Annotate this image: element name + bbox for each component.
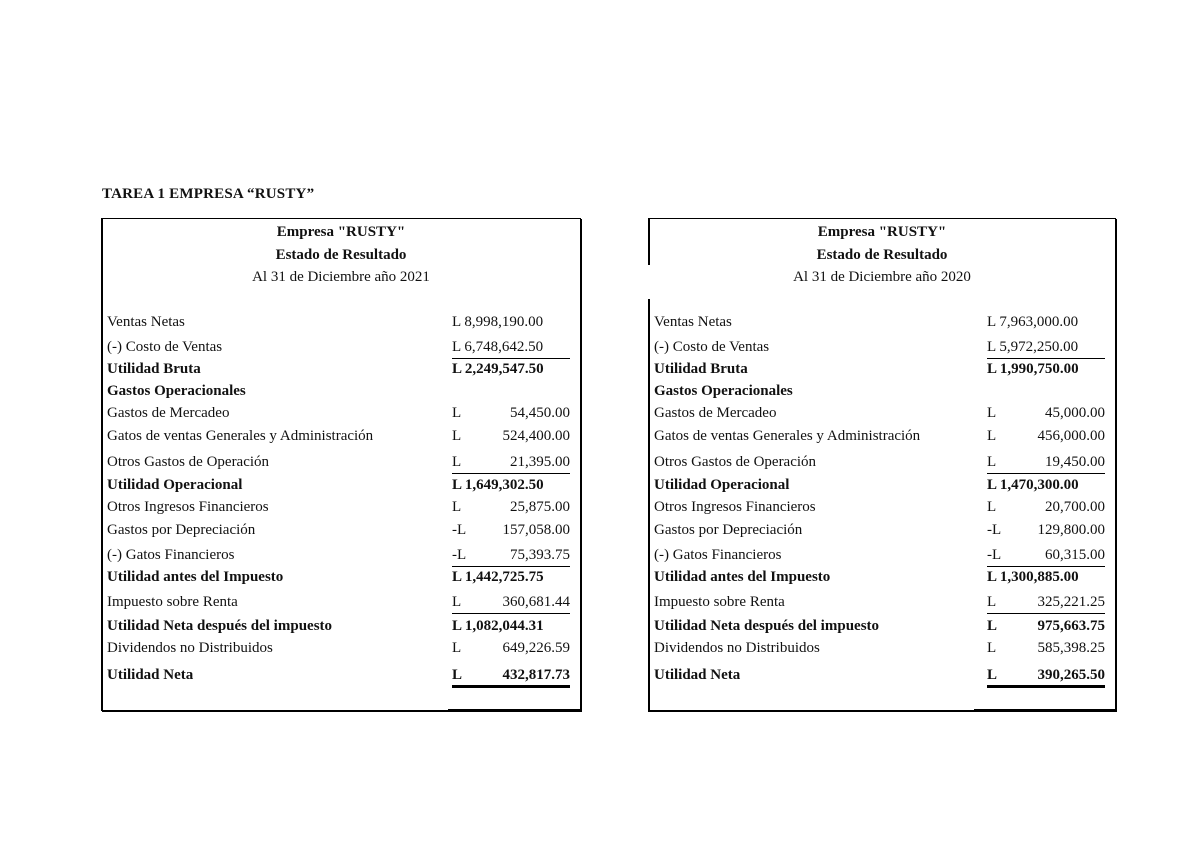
row-gastos-operacionales bbox=[654, 383, 1105, 403]
row-amount: L 5,972,250.00 bbox=[987, 339, 1079, 355]
currency-symbol: L bbox=[987, 640, 997, 656]
row-label: Gastos por Depreciación bbox=[107, 522, 256, 538]
row-otros-gastos bbox=[107, 454, 570, 474]
row-utilidad-despues-impuesto bbox=[107, 618, 570, 638]
row-label: Utilidad Neta después del impuesto bbox=[107, 618, 333, 634]
row-label: Gastos Operacionales bbox=[654, 383, 793, 399]
row-amount: L 6,748,642.50 bbox=[452, 339, 544, 355]
row-label: (-) Gatos Financieros bbox=[107, 547, 235, 563]
row-gastos-financieros bbox=[654, 547, 1105, 567]
currency-symbol: -L bbox=[987, 522, 1002, 538]
row-amount: L 1,082,044.31 bbox=[452, 618, 544, 634]
row-label: Dividendos no Distribuidos bbox=[107, 640, 273, 656]
currency-symbol: L bbox=[987, 594, 997, 610]
row-amount: L 1,300,885.00 bbox=[987, 569, 1079, 585]
row-label: Utilidad Operacional bbox=[107, 477, 243, 493]
row-label: Gastos de Mercadeo bbox=[654, 405, 777, 421]
row-label: Utilidad antes del Impuesto bbox=[654, 569, 831, 585]
row-amount: L 2,249,547.50 bbox=[452, 361, 544, 377]
row-gastos-mercadeo bbox=[654, 405, 1105, 425]
row-label: Ventas Netas bbox=[107, 314, 185, 330]
row-amount: 21,395.00 bbox=[510, 454, 570, 470]
row-label: Utilidad antes del Impuesto bbox=[107, 569, 284, 585]
row-costo-ventas bbox=[654, 339, 1105, 359]
row-label: Otros Gastos de Operación bbox=[107, 454, 270, 470]
statement-period: Al 31 de Diciembre año 2020 bbox=[793, 269, 971, 285]
row-label: Utilidad Neta bbox=[107, 667, 194, 683]
row-amount: 325,221.25 bbox=[1037, 594, 1105, 610]
income-statement-2021 bbox=[102, 219, 582, 712]
row-amount: L 1,649,302.50 bbox=[452, 477, 544, 493]
row-depreciacion bbox=[654, 522, 1105, 542]
currency-symbol: -L bbox=[452, 522, 467, 538]
row-amount: 60,315.00 bbox=[1045, 547, 1105, 563]
currency-symbol: L bbox=[452, 405, 462, 421]
currency-symbol: L bbox=[987, 618, 998, 634]
row-utilidad-bruta bbox=[654, 361, 1105, 381]
row-amount: 157,058.00 bbox=[502, 522, 570, 538]
row-amount: L 8,998,190.00 bbox=[452, 314, 544, 330]
row-otros-ingresos bbox=[107, 499, 570, 519]
row-label: Utilidad Neta bbox=[654, 667, 741, 683]
row-utilidad-antes-impuesto bbox=[107, 569, 570, 589]
currency-symbol: L bbox=[452, 667, 463, 683]
row-label: Utilidad Bruta bbox=[107, 361, 201, 377]
row-otros-gastos bbox=[654, 454, 1105, 474]
row-label: Otros Ingresos Financieros bbox=[654, 499, 816, 515]
currency-symbol: L bbox=[987, 428, 997, 444]
row-label: Gastos de Mercadeo bbox=[107, 405, 230, 421]
row-label: Gastos Operacionales bbox=[107, 383, 246, 399]
row-amount: 25,875.00 bbox=[510, 499, 570, 515]
row-amount: 20,700.00 bbox=[1045, 499, 1105, 515]
row-otros-ingresos bbox=[654, 499, 1105, 519]
income-statement-2020 bbox=[649, 219, 1117, 712]
row-label: Otros Gastos de Operación bbox=[654, 454, 817, 470]
row-gastos-financieros bbox=[107, 547, 570, 567]
row-utilidad-operacional bbox=[654, 477, 1105, 497]
row-ventas-netas bbox=[107, 314, 570, 334]
row-gastos-mercadeo bbox=[107, 405, 570, 425]
row-label: Otros Ingresos Financieros bbox=[107, 499, 269, 515]
row-label: Utilidad Operacional bbox=[654, 477, 790, 493]
company-name: Empresa "RUSTY" bbox=[817, 224, 947, 240]
row-amount: L 7,963,000.00 bbox=[987, 314, 1079, 330]
row-label: Gatos de ventas Generales y Administración bbox=[654, 428, 921, 444]
row-label: Utilidad Neta después del impuesto bbox=[654, 618, 880, 634]
row-dividendos bbox=[107, 640, 570, 660]
row-label: Gastos por Depreciación bbox=[654, 522, 803, 538]
row-gastos-operacionales bbox=[107, 383, 570, 403]
row-dividendos bbox=[654, 640, 1105, 660]
page-title: TAREA 1 EMPRESA “RUSTY” bbox=[102, 186, 315, 202]
row-utilidad-neta bbox=[107, 667, 570, 687]
row-utilidad-bruta bbox=[107, 361, 570, 381]
row-amount: 524,400.00 bbox=[502, 428, 570, 444]
row-impuesto-renta bbox=[107, 594, 570, 614]
row-amount: 54,450.00 bbox=[510, 405, 570, 421]
statement-period: Al 31 de Diciembre año 2021 bbox=[252, 269, 430, 285]
currency-symbol: -L bbox=[987, 547, 1002, 563]
row-amount: 19,450.00 bbox=[1045, 454, 1105, 470]
row-amount: 585,398.25 bbox=[1037, 640, 1105, 656]
row-amount: 649,226.59 bbox=[502, 640, 570, 656]
row-amount: 129,800.00 bbox=[1037, 522, 1105, 538]
row-ventas-netas bbox=[654, 314, 1105, 334]
row-label: (-) Gatos Financieros bbox=[654, 547, 782, 563]
row-gastos-ventas bbox=[107, 428, 570, 448]
row-utilidad-despues-impuesto bbox=[654, 618, 1105, 638]
statement-title: Estado de Resultado bbox=[275, 247, 407, 263]
currency-symbol: L bbox=[987, 405, 997, 421]
row-label: Impuesto sobre Renta bbox=[107, 594, 238, 610]
row-costo-ventas bbox=[107, 339, 570, 359]
row-utilidad-neta bbox=[654, 667, 1105, 687]
company-name: Empresa "RUSTY" bbox=[276, 224, 406, 240]
row-label: Ventas Netas bbox=[654, 314, 732, 330]
row-label: Gatos de ventas Generales y Administración bbox=[107, 428, 374, 444]
row-gastos-ventas bbox=[654, 428, 1105, 448]
row-amount: L 1,470,300.00 bbox=[987, 477, 1079, 493]
row-depreciacion bbox=[107, 522, 570, 542]
row-amount: 75,393.75 bbox=[510, 547, 570, 563]
currency-symbol: L bbox=[452, 428, 462, 444]
row-label: (-) Costo de Ventas bbox=[107, 339, 223, 355]
row-label: Dividendos no Distribuidos bbox=[654, 640, 820, 656]
currency-symbol: L bbox=[987, 454, 997, 470]
row-utilidad-operacional bbox=[107, 477, 570, 497]
row-amount: 432,817.73 bbox=[502, 667, 570, 683]
currency-symbol: -L bbox=[452, 547, 467, 563]
row-amount: 975,663.75 bbox=[1037, 618, 1105, 634]
row-amount: 390,265.50 bbox=[1037, 667, 1105, 683]
row-amount: 45,000.00 bbox=[1045, 405, 1105, 421]
currency-symbol: L bbox=[452, 454, 462, 470]
row-amount: 360,681.44 bbox=[502, 594, 570, 610]
row-amount: 456,000.00 bbox=[1037, 428, 1105, 444]
row-utilidad-antes-impuesto bbox=[654, 569, 1105, 589]
row-amount: L 1,990,750.00 bbox=[987, 361, 1079, 377]
currency-symbol: L bbox=[987, 499, 997, 515]
row-amount: L 1,442,725.75 bbox=[452, 569, 544, 585]
row-label: Impuesto sobre Renta bbox=[654, 594, 785, 610]
currency-symbol: L bbox=[452, 640, 462, 656]
row-label: (-) Costo de Ventas bbox=[654, 339, 770, 355]
currency-symbol: L bbox=[452, 594, 462, 610]
statement-title: Estado de Resultado bbox=[816, 247, 948, 263]
currency-symbol: L bbox=[987, 667, 998, 683]
row-impuesto-renta bbox=[654, 594, 1105, 614]
row-label: Utilidad Bruta bbox=[654, 361, 748, 377]
currency-symbol: L bbox=[452, 499, 462, 515]
